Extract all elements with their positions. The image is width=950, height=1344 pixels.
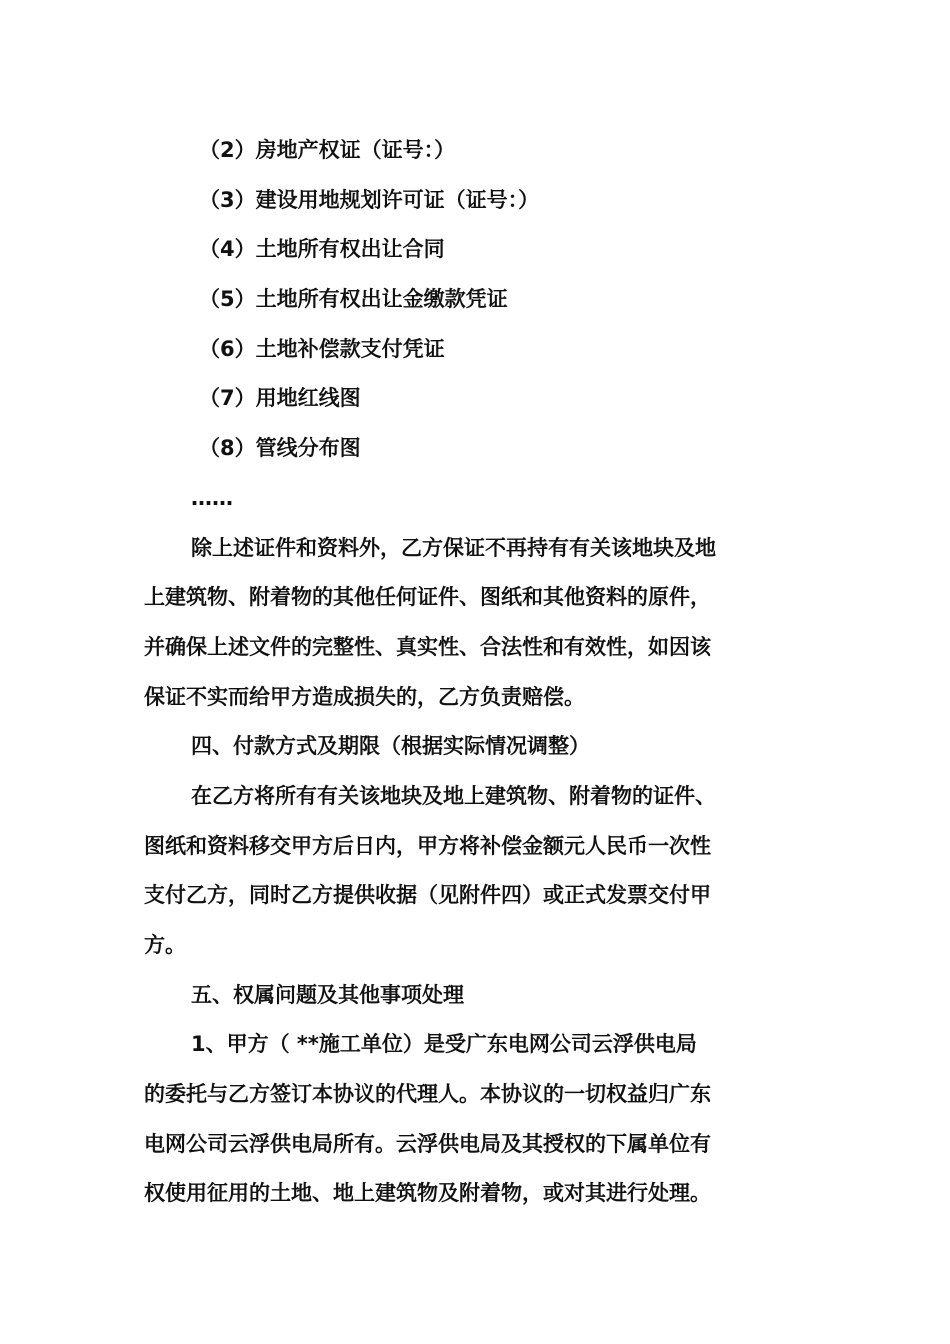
- paragraph-payment-line: 在乙方将所有有关该地块及地上建筑物、附着物的证件、: [191, 783, 716, 808]
- list-ellipsis: ……: [191, 485, 233, 510]
- paragraph-ownership-line: 电网公司云浮供电局所有。云浮供电局及其授权的下属单位有: [144, 1131, 711, 1156]
- list-item-planning-permit: （3）建设用地规划许可证（证号：）: [199, 187, 540, 212]
- paragraph-guarantee-line: 保证不实而给甲方造成损失的，乙方负责赔偿。: [144, 684, 585, 709]
- paragraph-ownership-line: 1、甲方（ **施工单位）是受广东电网公司云浮供电局: [191, 1032, 697, 1057]
- paragraph-guarantee-line: 并确保上述文件的完整性、真实性、合法性和有效性，如因该: [144, 634, 711, 659]
- paragraph-ownership-line: 的委托与乙方签订本协议的代理人。本协议的一切权益归广东: [144, 1082, 711, 1107]
- list-item-real-estate-certificate: （2）房地产权证（证号：）: [199, 138, 456, 162]
- list-item-transfer-fee-voucher: （5）土地所有权出让金缴款凭证: [199, 287, 508, 312]
- paragraph-payment-line: 图纸和资料移交甲方后日内，甲方将补偿金额元人民币一次性: [144, 833, 711, 858]
- paragraph-guarantee-line: 上建筑物、附着物的其他任何证件、图纸和其他资料的原件，: [144, 585, 711, 610]
- list-item-red-line-map: （7）用地红线图: [199, 386, 361, 411]
- list-item-pipeline-map: （8）管线分布图: [199, 436, 361, 461]
- paragraph-payment-line: 支付乙方，同时乙方提供收据（见附件四）或正式发票交付甲: [144, 883, 711, 908]
- section-heading-payment: 四、付款方式及期限（根据实际情况调整）: [191, 734, 590, 759]
- paragraph-ownership-line: 权使用征用的土地、地上建筑物及附着物，或对其进行处理。: [144, 1181, 711, 1206]
- paragraph-payment-line: 方。: [144, 933, 186, 957]
- list-item-land-transfer-contract: （4）土地所有权出让合同: [199, 237, 445, 262]
- list-item-compensation-voucher: （6）土地补偿款支付凭证: [199, 336, 445, 361]
- paragraph-guarantee-line: 除上述证件和资料外，乙方保证不再持有有关该地块及地: [191, 535, 716, 560]
- document-body: [144, 126, 806, 1219]
- section-heading-ownership: 五、权属问题及其他事项处理: [191, 982, 464, 1007]
